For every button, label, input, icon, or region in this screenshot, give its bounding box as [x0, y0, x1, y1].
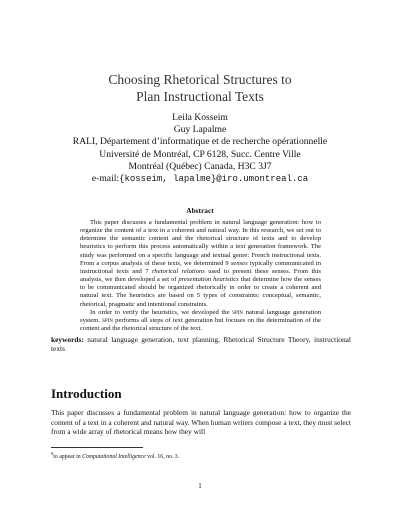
system-name: spin: [102, 316, 113, 324]
abstract-text: used to present these senses. From this analysis, we then developed a set of: [80, 267, 322, 284]
footnote: [51, 450, 351, 461]
abstract-paragraph: [80, 219, 321, 309]
keywords-text: natural language generation, text planning, Rhetorical Structure Theory, instructional texts: [51, 335, 351, 354]
abstract-emphasis: rhetorical relations: [151, 267, 205, 275]
author-name: Leila Kosseim: [172, 112, 228, 123]
abstract-emphasis: presentation heuristics: [178, 276, 239, 284]
abstract-text: In order to verify the heuristics, we developed the: [90, 308, 233, 316]
author-name: Guy Lapalme: [173, 124, 227, 136]
section-heading: Introduction: [51, 386, 122, 401]
keywords-label: keywords:: [51, 335, 84, 344]
affiliation-line: Université de Montréal, CP 6128, Succ. Centre Ville: [99, 148, 301, 160]
abstract-text: that determine how the senses to be communicated should be organized rhetorically in order to create a coherent and natural text. The heuristics are based on 5 types of constraints: conceptual, semantic, rhetorical, pragmatic and intentional constraints.: [80, 276, 321, 308]
author-block: [30, 112, 370, 185]
abstract-text: This paper discusses a fundamental problem in natural language generation: how to organize the content of a text in a coherent and natural way. In this research, we set out to determine the semantic content and the rhetorical structure of texts and to develop heuristics to perform this process automatically within a text generation framework. The study was performed on a specific language and textual genre: French instructional texts. From a corpus analysis of these texts, we determined 9: [80, 219, 321, 267]
footnote-divider: [51, 447, 143, 448]
abstract-text: performs all steps of text generation but focuses on the determination of the content and the rhetorical structure of the text.: [80, 316, 321, 333]
footnote-mark: 0: [51, 451, 54, 456]
title-line-2: Plan Instructional Texts: [136, 89, 264, 104]
introduction-paragraph: This paper discusses a fundamental problem in natural language generation: how to organize the content of a text in a coherent and natural way. When human writers compose a text, they must select from a wide array of rhetorical means how they will: [51, 408, 351, 437]
abstract-heading: Abstract: [186, 206, 214, 215]
system-name: spin: [232, 308, 244, 316]
abstract-text: natural language generation system.: [80, 308, 321, 324]
affiliation-line: RALI, Département d’informatique et de recherche opérationnelle: [72, 136, 328, 148]
abstract-body: [80, 219, 321, 333]
affiliation-line: Montréal (Québec) Canada, H3C 3J7: [128, 160, 272, 172]
abstract-text: typically communicated in instructional texts and 7: [80, 259, 322, 275]
keywords-block: [51, 335, 351, 354]
title-line-1: Choosing Rhetorical Structures to: [108, 72, 292, 87]
page-number: 1: [198, 481, 202, 490]
email-line: [30, 173, 370, 185]
abstract-paragraph: [80, 309, 321, 333]
email-address: {kosseim, lapalme}@iro.umontreal.ca: [119, 174, 309, 185]
email-prefix: e-mail:: [91, 173, 120, 185]
footnote-text: to appear in: [53, 453, 83, 460]
journal-name: Computational Intelligence: [82, 453, 146, 460]
footnote-text: vol. 16, no. 3.: [145, 453, 180, 460]
abstract-emphasis: senses: [230, 259, 248, 267]
paper-title: [60, 71, 340, 105]
